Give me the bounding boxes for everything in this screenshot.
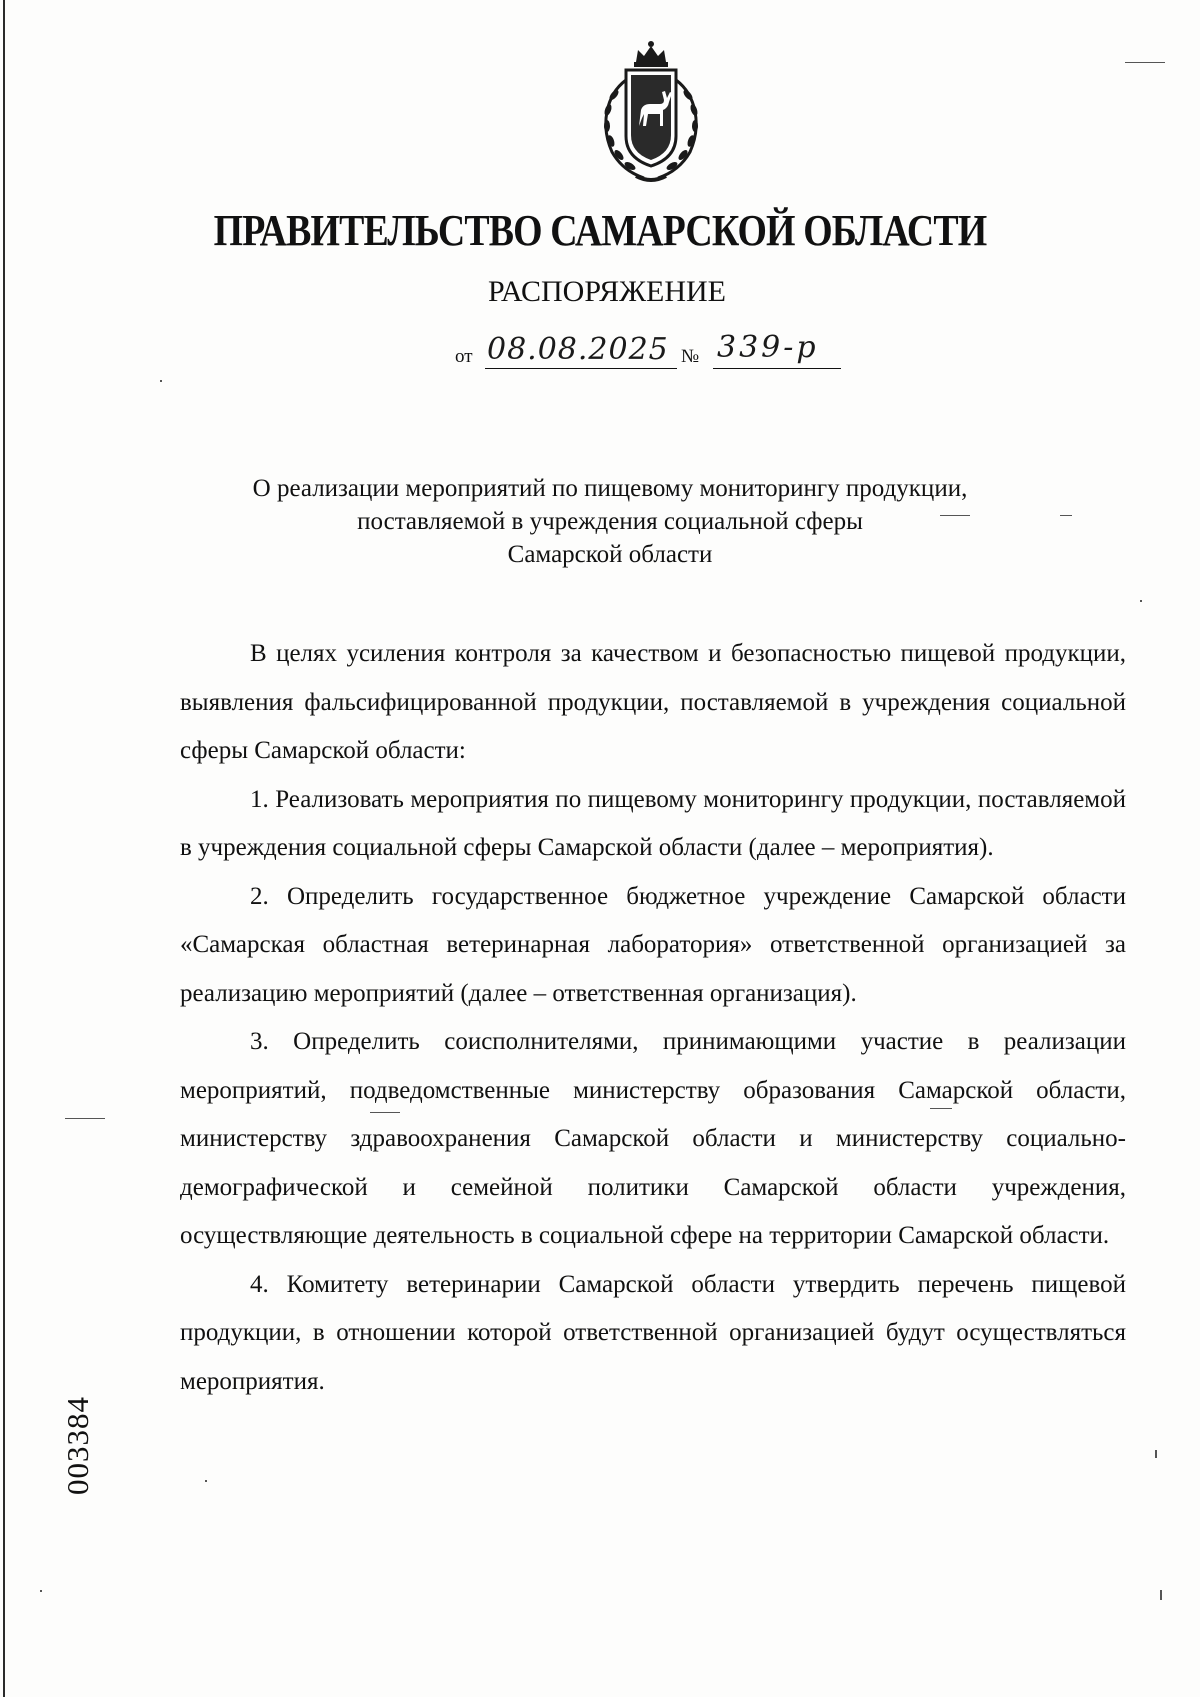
margin-serial-number: 003384: [60, 1396, 95, 1495]
number-underline: [713, 368, 841, 369]
date-number-line: [455, 328, 855, 374]
subject-line-2: поставляемой в учреждения социальной сферы: [357, 508, 863, 535]
government-title: ПРАВИТЕЛЬСТВО САМАРСКОЙ ОБЛАСТИ: [213, 206, 987, 255]
page-left-edge: [3, 0, 5, 1697]
date-underline: [485, 368, 677, 369]
number-prefix: №: [681, 346, 700, 367]
coat-of-arms-icon: [586, 40, 716, 185]
clause-2: 2. Определить государственное бюджетное учреждение Самарской области «Самарская областная ветеринарная лаборатория» ответственной организацией за реализацию мероприятий (далее – ответственная организация).: [180, 882, 1126, 1007]
preamble-paragraph: В целях усиления контроля за качеством и безопасностью пищевой продукции, выявления фальсифицированной продукции, поставляемой в учреждения социальной сферы Самарской области:: [180, 640, 1126, 764]
document-subject: [180, 472, 1040, 571]
clause-3: 3. Определить соисполнителями, принимающими участие в реализации мероприятий, подведомственные министерству образования Самарской области, министерству здравоохранения Самарской области и министерству социально-демографической и семейной политики Самарской области учреждения, осуществляющие деятельность в социальной сфере на территории Самарской области.: [180, 1028, 1126, 1249]
handwritten-date: 08.08.2025: [487, 332, 669, 367]
document-kind-label: РАСПОРЯЖЕНИЕ: [487, 275, 727, 308]
clause-4: 4. Комитету ветеринарии Самарской области утвердить перечень пищевой продукции, в отношении которой ответственной организацией будут осуществляться мероприятия.: [180, 1270, 1126, 1395]
document-body: [180, 630, 1126, 1406]
handwritten-number: 339-р: [717, 330, 819, 365]
date-prefix: от: [455, 346, 473, 367]
clause-1: 1. Реализовать мероприятия по пищевому мониторингу продукции, поставляемой в учреждения социальной сферы Самарской области (далее – мероприятия).: [180, 785, 1126, 861]
document-kind: [0, 275, 1200, 309]
subject-line-3: Самарской области: [507, 541, 713, 568]
subject-line-1: О реализации мероприятий по пищевому мониторингу продукции,: [252, 475, 968, 502]
